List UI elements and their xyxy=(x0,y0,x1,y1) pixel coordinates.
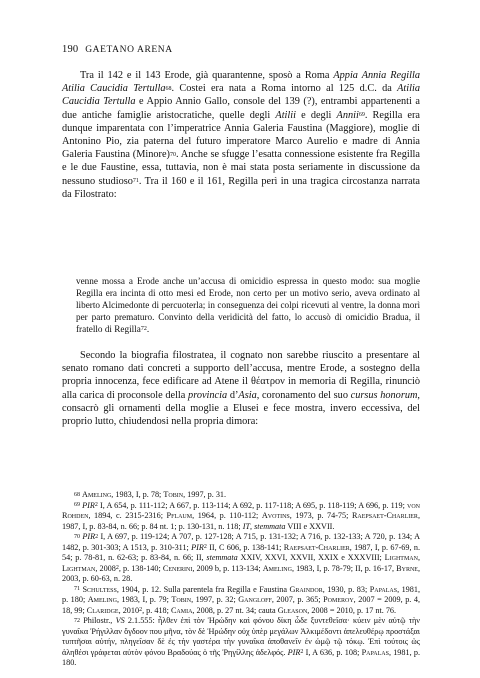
footnote-71: $^{71}$ Schultess, 1904, p. 12. Sulla parentela fra Regilla e Faustina Graindor, 1930, p. 83; Papalas, 1981, p. 180; Ameling, 1983, I, p. 79; Tobin, 1997, p. 32; Gangloff, 2007, p. 365; Pomeroy, 2007 = 2009, p. 4, 18, 99; Claridge, 2010$^2$, p. 418; Camia, 2008, p. 27 nt. 34; cauta Gleason, 2008 = 2010, p. 17 nt. 76. xyxy=(62,584,421,615)
block-quote: venne mossa a Erode anche un’accusa di omicidio espressa in questo modo: sua moglie Regilla era incinta di otto mesi ed Erode, non certo per un motivo serio, aveva ordinato al liberto Alcimedonte di percuoterla; in conseguenza dei colpi ricevuti al ventre, la donna morì per parto prematuro. Convinto della veridicità del fatto, lo accusò di omicidio Bradua, il fratello di Regilla$^{72}$. xyxy=(76,276,420,334)
body-paragraph-1: Tra il 142 e il 143 Erode, già quarantenne, sposò a Roma Appia Annia Regilla Atilia Caucidia Tertulla$^{68}$. Costei era nata a Roma intorno al 125 d.C. da Atilia Caucidia Tertulla e Appio Annio Gallo, console del 139 (?), entrambi appartenenti a due antiche famiglie aristocratiche, quelle degli Atilii e degli Annii$^{69}$. Regilla era dunque imparentata con l’imperatrice Annia Galeria Faustina (Maggiore), moglie di Antonino Pio, zia paterna del futuro imperatore Marco Aurelio e madre di Annia Galeria Faustina (Minore)$^{70}$. Anche se sfugge l’esatta connessione esistente fra Regilla e le due Faustine, essa, tuttavia, non è mai stata posta seriamente in discussione da nessuno studioso$^{71}$. Tra il 160 e il 161, Regilla perì in una tragica circostanza narrata da Filostrato: xyxy=(62,70,420,200)
footnote-70: $^{70}$ PIR$^2$ I, A 697, p. 119-124; A 707, p. 127-128; A 715, p. 131-132; A 716, p. 132-133; A 720, p. 134; A 1482, p. 301-303; A 1513, p. 310-311; PIR$^2$ II, C 606, p. 138-141; Raepsaet-Charlier, 1987, I, p. 67-69, n. 54; p. 78-81, n. 62-63; p. 83-84, n. 66; II, stemmata XXIV, XXVI, XXVII, XXIX e XXXVIII; Lightman, Lightman, 2008$^2$, p. 138-140; Cenerini, 2009 b, p. 113-134; Ameling, 1983, I, p. 78-79; II, p. 16-17, Byrne, 2003, p. 60-63, n. 28. xyxy=(62,532,421,584)
footnote-72: $^{72}$ Philostr., VS 2.1.555: ἧλθεν ἐπὶ τὸν Ἡρώδην καὶ φόνου δίκη ὧδε ξυντεθεῖσα· κύειν μὲν αὐτῷ τὴν γυναῖκα Ῥήγιλλαν ὄγδοον που μῆνα, τὸν δὲ Ἡρώδην οὐχ ὑπὲρ μεγάλων Ἀλκιμέδοντι ἀπελευθέρῳ προστάξαι τυπτῆσαι αὐτήν, πληγεῖσαν δὲ ἐς τὴν γαστέρα τὴν γυναῖκα ἀποθανεῖν ἐν ὠμῷ τῷ τόκῳ. Ἐπὶ τούτοις ὡς ἀληθέσι γράφεται αὐτὸν φόνου Βραδούας ὁ τῆς Ῥηγίλλης ἀδελφός. PIR$^2$ I, A 636, p. 108; Papalas, 1981, p. 180. xyxy=(62,616,421,668)
body-paragraph-2: Secondo la biografia filostratea, il cognato non sarebbe riuscito a presentare al senato romano dati concreti a supporto dell’accusa, mentre Erode, a sostegno della propria innocenza, fece edificare ad Atene il θέατρον in memoria di Regilla, rinunciò alla carica di proconsole della provincia d’Asia, coronamento del suo cursus honorum, consacrò gli ornamenti della moglie a Elusei e fece mostra, invero eccessiva, del proprio lutto, chiudendosi nella propria dimora: xyxy=(62,350,420,428)
footnote-68: $^{68}$ Ameling, 1983, I, p. 78; Tobin, 1997, p. 31. xyxy=(74,490,227,499)
page-number: 190 xyxy=(62,44,79,55)
footnotes xyxy=(62,490,420,669)
footnote-69: $^{69}$ PIR$^2$ I, A 654, p. 111-112; A 667, p. 113-114; A 692, p. 117-118; A 695, p. 118-119; A 696, p. 119; von Rohden, 1894, c. 2315-2316; Pflaum, 1964, p. 110-112; Avotins, 1973, p. 74-75; Raepsaet-Charlier, 1987, I, p. 83-84, n. 66; p. 84 nt. 1; p. 130-131, n. 118; IT, stemmata VIII e XXVII. xyxy=(62,500,420,531)
running-author: GAETANO ARENA xyxy=(85,45,173,55)
running-header xyxy=(62,44,173,55)
